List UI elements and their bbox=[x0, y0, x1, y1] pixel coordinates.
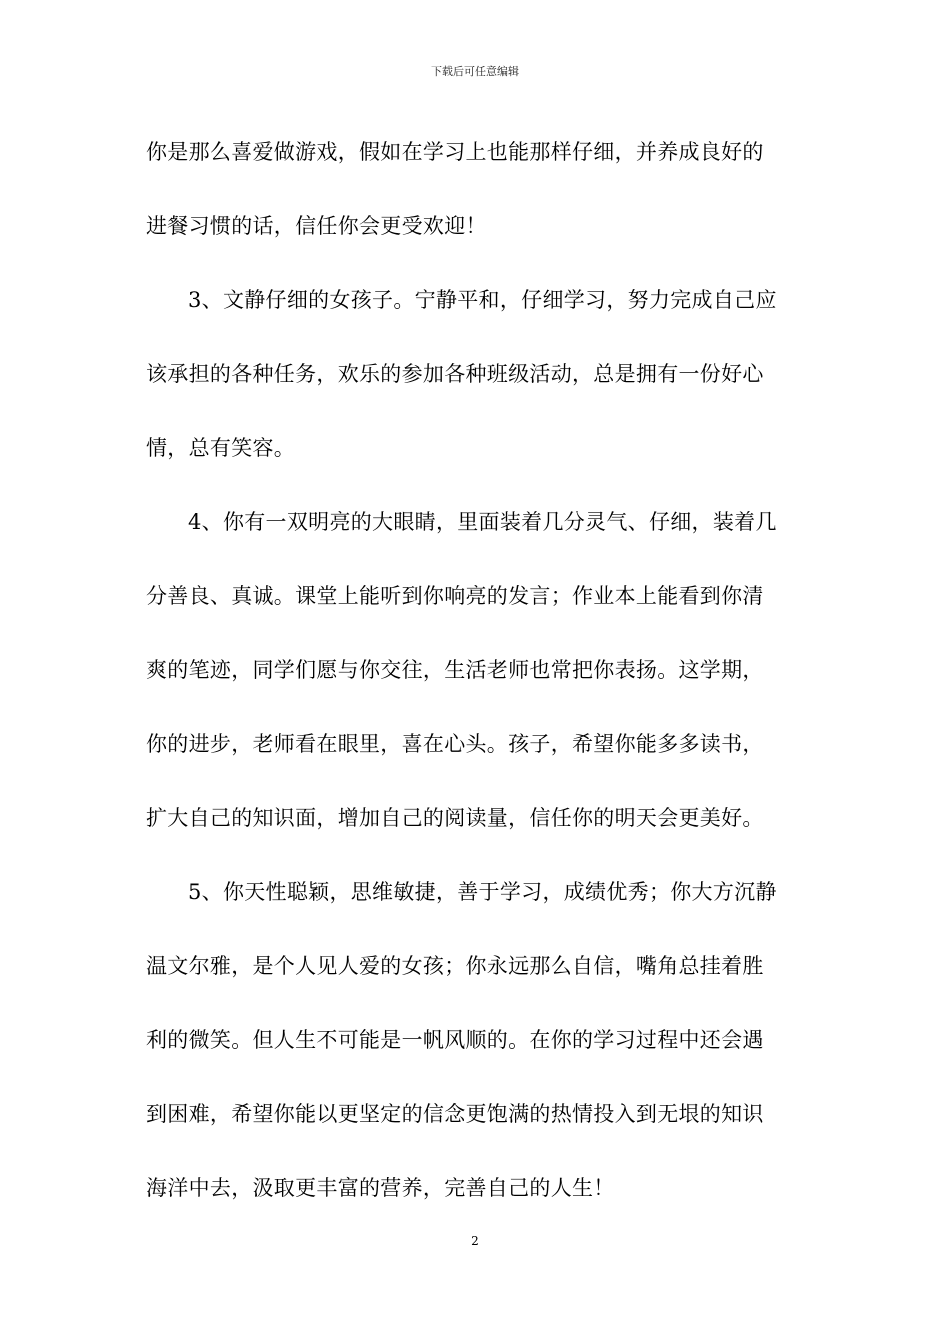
text-line: 利的微笑。但人生不可能是一帆风顺的。在你的学习过程中还会遇 bbox=[146, 1028, 764, 1052]
text-line: 温文尔雅，是个人见人爱的女孩；你永远那么自信，嘴角总挂着胜 bbox=[146, 954, 764, 978]
text-line: 情，总有笑容。 bbox=[146, 436, 296, 460]
text-line: 到困难，希望你能以更坚定的信念更饱满的热情投入到无垠的知识 bbox=[146, 1102, 764, 1126]
text-line: 进餐习惯的话，信任你会更受欢迎！ bbox=[146, 214, 487, 238]
document-body bbox=[146, 127, 810, 1237]
text-line: 爽的笔迹，同学们愿与你交往，生活老师也常把你表扬。这学期， bbox=[146, 658, 764, 682]
paragraph-3-start: 3、文静仔细的女孩子。宁静平和，仔细学习，努力完成自己应 bbox=[188, 288, 777, 312]
text-line: 你的进步，老师看在眼里，喜在心头。孩子，希望你能多多读书， bbox=[146, 732, 764, 756]
text-line: 分善良、真诚。课堂上能听到你响亮的发言；作业本上能看到你清 bbox=[146, 584, 764, 608]
text-line: 你是那么喜爱做游戏，假如在学习上也能那样仔细，并养成良好的 bbox=[146, 140, 764, 164]
paragraph-5-start: 5、你天性聪颖，思维敏捷，善于学习，成绩优秀；你大方沉静 bbox=[188, 880, 777, 904]
page-header: 下载后可任意编辑 bbox=[431, 65, 519, 78]
text-line: 扩大自己的知识面，增加自己的阅读量，信任你的明天会更美好。 bbox=[146, 806, 764, 830]
paragraph-4-start: 4、你有一双明亮的大眼睛，里面装着几分灵气、仔细，装着几 bbox=[188, 510, 777, 534]
text-line: 海洋中去，汲取更丰富的营养，完善自己的人生！ bbox=[146, 1176, 615, 1200]
text-line: 该承担的各种任务，欢乐的参加各种班级活动，总是拥有一份好心 bbox=[146, 362, 764, 386]
page-number: 2 bbox=[471, 1234, 479, 1248]
